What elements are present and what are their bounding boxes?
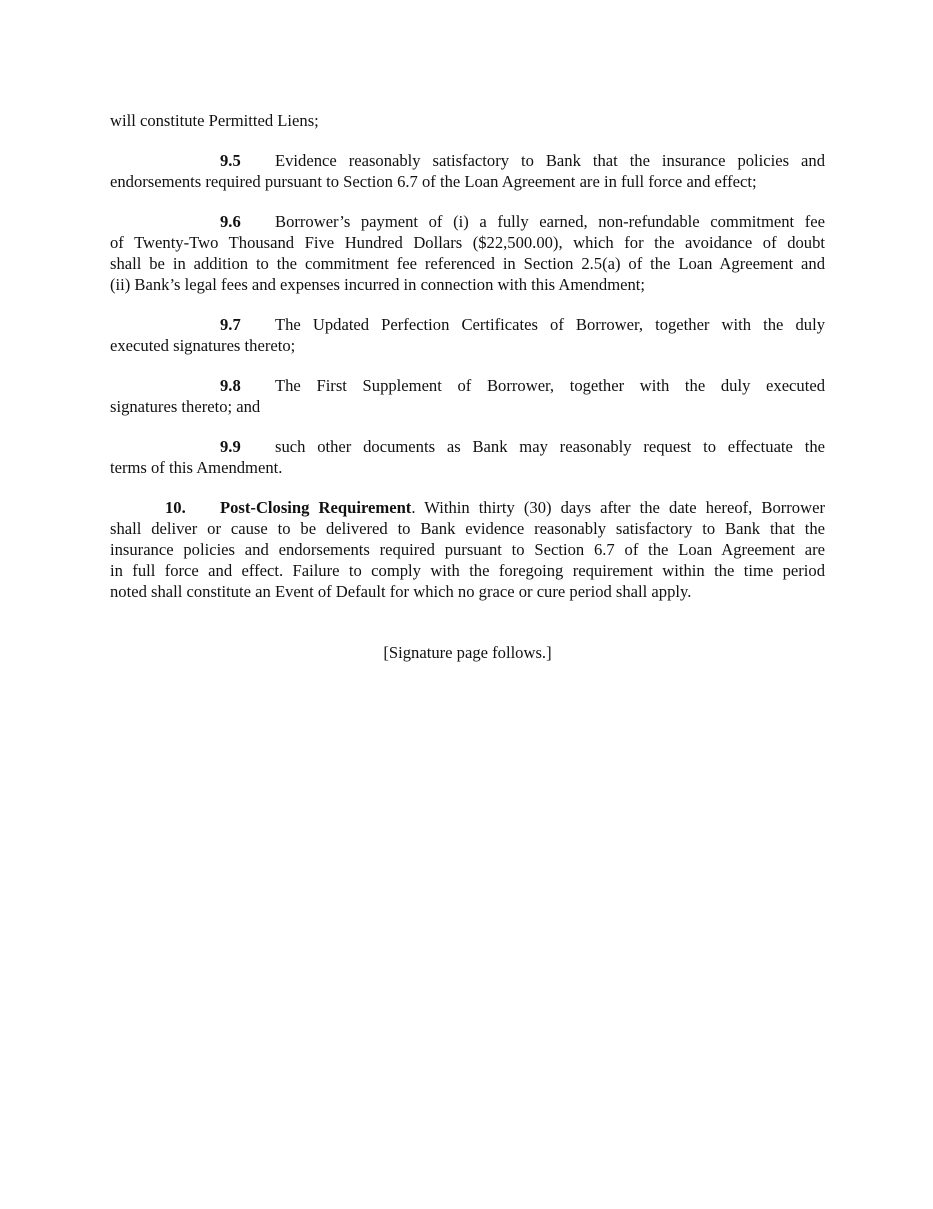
item-number: 9.7 [220,315,241,334]
item-text-line: shall be in addition to the commitment fee referenced in Section 2.5(a) of the Loan Agreement and [110,254,825,273]
item-text-line: signatures thereto; and [110,397,261,416]
item-number: 9.9 [220,437,241,456]
section-number: 10. [165,498,186,517]
section-heading: Post-Closing Requirement [220,498,412,517]
item-text-line: The First Supplement of Borrower, together with the duly executed [275,376,825,395]
item-number: 9.5 [220,151,241,170]
item-9-9 [110,436,825,478]
signature-page-note: [Signature page follows.] [383,643,552,662]
document-page [110,110,825,682]
item-9-7 [110,314,825,356]
item-text-line: such other documents as Bank may reasonably request to effectuate the [275,437,825,456]
item-text-line: endorsements required pursuant to Section 6.7 of the Loan Agreement are in full force and effect; [110,172,757,191]
section-text-line: insurance policies and endorsements required pursuant to Section 6.7 of the Loan Agreement are [110,540,825,559]
item-9-8 [110,375,825,417]
section-text-line: noted shall constitute an Event of Default for which no grace or cure period shall apply. [110,582,692,601]
item-text-line: terms of this Amendment. [110,458,283,477]
item-text-line: of Twenty-Two Thousand Five Hundred Dollars ($22,500.00), which for the avoidance of doubt [110,233,825,252]
item-9-6 [110,211,825,295]
section-text-line: in full force and effect. Failure to comply with the foregoing requirement within the time period [110,561,825,580]
section-text-line: shall deliver or cause to be delivered to Bank evidence reasonably satisfactory to Bank that the [110,519,825,538]
item-text-line: executed signatures thereto; [110,336,296,355]
item-number: 9.8 [220,376,241,395]
item-text-line: (ii) Bank’s legal fees and expenses incurred in connection with this Amendment; [110,275,646,294]
section-text-line: . Within thirty (30) days after the date hereof, Borrower [411,498,825,517]
item-9-5 [110,150,825,192]
continuation-text: will constitute Permitted Liens; [110,111,319,130]
item-text-line: The Updated Perfection Certificates of Borrower, together with the duly [275,315,825,334]
item-number: 9.6 [220,212,241,231]
item-text-line: Evidence reasonably satisfactory to Bank that the insurance policies and [275,151,825,170]
section-10 [110,497,825,602]
item-text-line: Borrower’s payment of (i) a fully earned, non-refundable commitment fee [275,212,825,231]
